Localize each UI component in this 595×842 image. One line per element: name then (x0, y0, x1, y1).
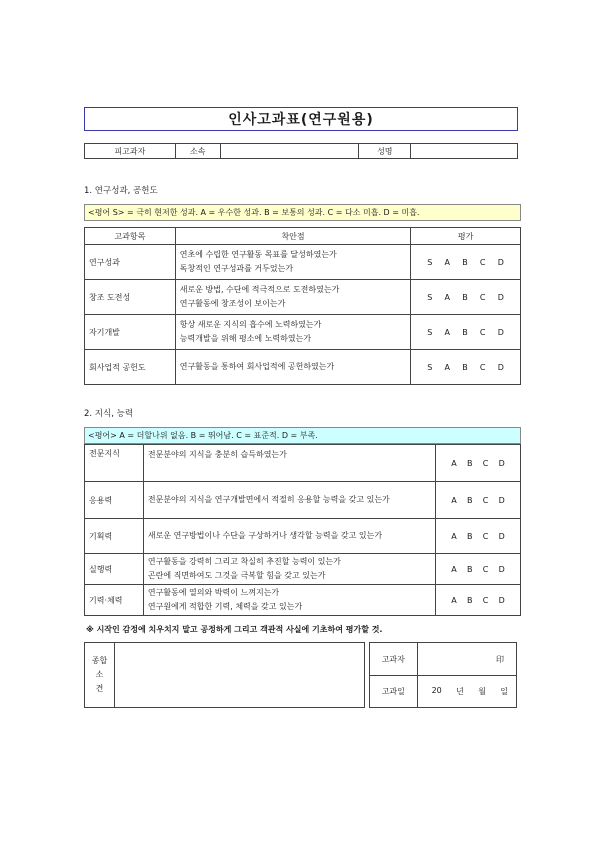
grade-c[interactable]: C (482, 595, 489, 605)
row-point-line: 능력개발을 위해 평소에 노력하였는가 (179, 334, 312, 343)
grade-a[interactable]: A (451, 595, 457, 605)
grade-d[interactable]: D (497, 292, 504, 302)
footnote: ※ 시작인 감정에 치우치지 말고 공정하게 그리고 객관적 사실에 기초하여 평가할 것. (86, 625, 383, 634)
grade-options[interactable] (415, 258, 516, 267)
header-grade: 평가 (411, 228, 521, 245)
header-point: 착안점 (175, 228, 410, 245)
dept-field[interactable] (220, 144, 359, 159)
grade-b[interactable]: B (467, 595, 473, 605)
grade-options[interactable] (415, 328, 516, 337)
grade-d[interactable]: D (498, 531, 505, 541)
row-item: 창조 도전성 (85, 280, 176, 315)
grade-a[interactable]: A (444, 327, 451, 337)
grade-b[interactable]: B (467, 495, 473, 505)
grade-a[interactable]: A (451, 531, 457, 541)
row-point-line: 연구활동을 통하여 회사업적에 공헌하였는가 (179, 362, 335, 371)
grade-options[interactable] (415, 293, 516, 302)
row-point-line: 연구활동에 열의와 박력이 느껴지는가 (147, 588, 280, 597)
grade-options[interactable] (415, 363, 516, 372)
grade-c[interactable]: C (479, 327, 486, 337)
grade-options[interactable] (440, 496, 516, 505)
row-item: 연구성과 (85, 245, 176, 280)
row-item: 자기개발 (85, 315, 176, 350)
row-item: 기력·체력 (85, 585, 144, 616)
header-item: 고과항목 (85, 228, 176, 245)
grade-b[interactable]: B (462, 327, 468, 337)
grade-options[interactable] (440, 532, 516, 541)
grade-a[interactable]: A (451, 458, 457, 468)
grade-b[interactable]: B (462, 292, 468, 302)
section1-grade-note: <평어 S> = 극히 현저한 성과. A = 우수한 성과. B = 보통의 성과. C = 다소 미흡. D = 미흡. (84, 204, 521, 221)
grade-s[interactable]: S (427, 292, 433, 302)
row-point-line: 새로운 방법, 수단에 적극적으로 도전하였는가 (179, 285, 340, 294)
section1-title: 1. 연구성과, 공헌도 (84, 186, 158, 196)
summary-opinion-table (84, 642, 365, 708)
row-item: 전문지식 (85, 445, 144, 482)
grade-c[interactable]: C (479, 292, 486, 302)
evaluator-label: 고과자 (370, 643, 418, 676)
row-point-line: 연구활동에 창조성이 보이는가 (179, 299, 286, 308)
row-item: 회사업적 공헌도 (85, 350, 176, 385)
grade-a[interactable]: A (444, 292, 451, 302)
row-point-line: 항상 새로운 지식의 흡수에 노력하였는가 (179, 320, 322, 329)
row-point-line: 전문분야의 지식을 충분히 습득하였는가 (147, 450, 287, 459)
opinion-label: 견 (95, 684, 104, 693)
date-year-unit: 년 (456, 687, 464, 696)
grade-options[interactable] (440, 459, 516, 468)
grade-c[interactable]: C (482, 495, 489, 505)
evaluator-field[interactable] (417, 643, 516, 676)
grade-d[interactable]: D (498, 458, 505, 468)
grade-d[interactable]: D (497, 327, 504, 337)
grade-c[interactable]: C (482, 531, 489, 541)
grade-c[interactable]: C (482, 564, 489, 574)
grade-a[interactable]: A (444, 362, 451, 372)
grade-b[interactable]: B (462, 257, 468, 267)
grade-s[interactable]: S (427, 362, 433, 372)
page-title: 인사고과표(연구원용) (84, 107, 518, 131)
name-field[interactable] (411, 144, 518, 159)
section2-title: 2. 지식, 능력 (84, 409, 134, 419)
grade-s[interactable]: S (427, 257, 433, 267)
grade-c[interactable]: C (479, 257, 486, 267)
section1-table (84, 227, 521, 385)
date-day-unit: 일 (500, 687, 508, 696)
grade-c[interactable]: C (479, 362, 486, 372)
grade-options[interactable] (440, 596, 516, 605)
seal-mark: 印 (496, 654, 504, 664)
grade-a[interactable]: A (451, 495, 457, 505)
opinion-label: 종합소 (91, 656, 108, 679)
row-point-line: 새로운 연구방법이나 수단을 구상하거나 생각할 능력을 갖고 있는가 (147, 531, 383, 540)
grade-b[interactable]: B (467, 531, 473, 541)
row-point-line: 전문분야의 지식을 연구개발면에서 적절히 응용할 능력을 갖고 있는가 (147, 495, 390, 504)
grade-d[interactable]: D (498, 595, 505, 605)
name-label: 성명 (359, 144, 411, 159)
grade-d[interactable]: D (498, 495, 505, 505)
row-point-line: 연구활동을 강력히 그리고 착실히 추진할 능력이 있는가 (147, 557, 341, 566)
grade-a[interactable]: A (451, 564, 457, 574)
date-year: 20 (431, 686, 442, 695)
grade-d[interactable]: D (497, 362, 504, 372)
date-label: 고과일 (370, 676, 418, 708)
grade-b[interactable]: B (467, 564, 473, 574)
row-point-line: 독창적인 연구성과를 거두었는가 (179, 264, 294, 273)
grade-options[interactable] (440, 565, 516, 574)
grade-b[interactable]: B (462, 362, 468, 372)
evaluator-table (369, 642, 517, 708)
grade-s[interactable]: S (427, 327, 433, 337)
row-point-line: 곤란에 직면하여도 그것을 극복할 힘을 갖고 있는가 (147, 571, 326, 580)
date-month-unit: 월 (478, 687, 486, 696)
date-field[interactable] (417, 676, 516, 708)
dept-label: 소속 (175, 144, 220, 159)
grade-c[interactable]: C (482, 458, 489, 468)
row-point-line: 연초에 수립한 연구활동 목표를 달성하였는가 (179, 250, 337, 259)
examinee-label: 피고과자 (85, 144, 176, 159)
row-point-line: 연구원에게 적합한 기력, 체력을 갖고 있는가 (147, 602, 303, 611)
row-item: 기획력 (85, 519, 144, 554)
row-item: 응용력 (85, 482, 144, 519)
section2-grade-note: <평어> A = 더할나위 없음. B = 뛰어남. C = 표준적. D = 부족. (84, 427, 521, 444)
examinee-info-table (84, 143, 518, 159)
grade-b[interactable]: B (467, 458, 473, 468)
grade-d[interactable]: D (497, 257, 504, 267)
row-item: 실행력 (85, 554, 144, 585)
grade-a[interactable]: A (444, 257, 451, 267)
grade-d[interactable]: D (498, 564, 505, 574)
section2-table (84, 444, 521, 616)
opinion-field[interactable] (114, 643, 364, 708)
